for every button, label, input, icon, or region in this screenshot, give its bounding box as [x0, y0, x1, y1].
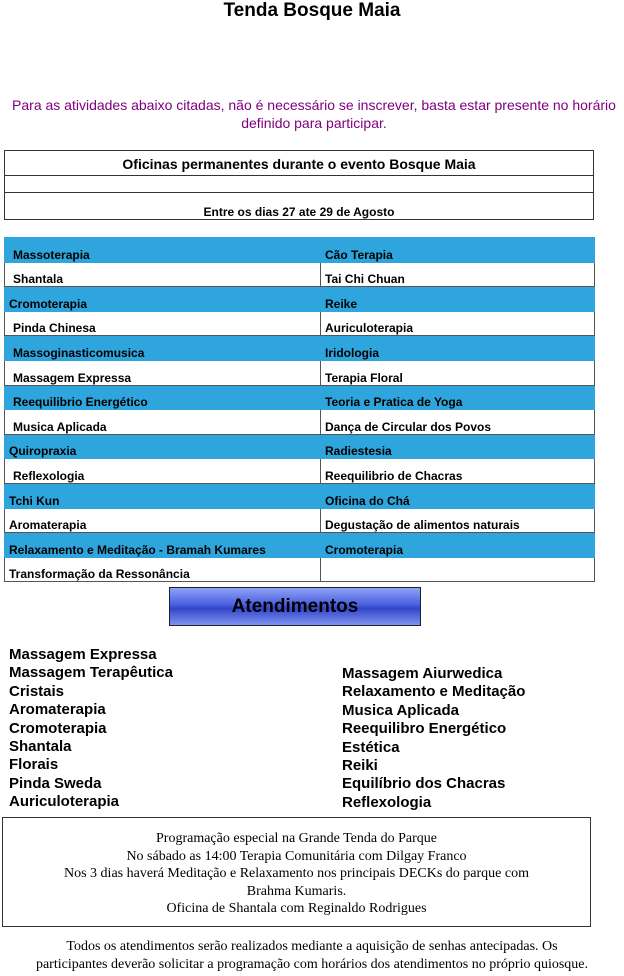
- oficinas-spacer: [4, 175, 594, 193]
- atendimento-item: Reequilibro Energético: [342, 720, 507, 738]
- oficina-cell-left: Musica Aplicada: [5, 410, 321, 435]
- intro-text: Para as atividades abaixo citadas, não é necessário se inscrever, basta estar presente no horário definido para participar.: [12, 97, 616, 131]
- atendimentos-banner: Atendimentos: [169, 587, 421, 626]
- oficina-row: [5, 459, 595, 484]
- programacao-line: No sábado as 14:00 Terapia Comunitária com Dilgay Franco: [126, 848, 467, 864]
- oficina-row: [5, 385, 595, 410]
- atendimento-item: Cristais: [9, 682, 65, 700]
- footer-line: Todos os atendimentos serão realizados mediante a aquisição de senhas antecipadas. Os: [66, 939, 558, 954]
- atendimento-item: Florais: [9, 756, 59, 774]
- atendimento-item: Auriculoterapia: [9, 793, 120, 811]
- oficina-cell-right: Degustação de alimentos naturais: [321, 508, 595, 533]
- oficina-row: [5, 508, 595, 533]
- atendimento-item: Cromoterapia: [9, 719, 107, 737]
- oficina-cell-right: Terapia Floral: [321, 360, 595, 385]
- oficina-cell-left: Relaxamento e Meditação - Bramah Kumares: [5, 533, 321, 558]
- oficinas-dates: Entre os dias 27 ate 29 de Agosto: [4, 192, 594, 220]
- oficina-cell-right: Iridologia: [321, 336, 595, 361]
- oficina-row: [5, 410, 595, 435]
- atendimento-item: Reflexologia: [342, 793, 432, 811]
- oficinas-table: [4, 237, 595, 582]
- programacao-line: Brahma Kumaris.: [246, 883, 347, 899]
- oficina-cell-right: Cão Terapia: [321, 238, 595, 263]
- oficinas-heading: Oficinas permanentes durante o evento Bosque Maia: [4, 150, 594, 176]
- atendimento-item: Shantala: [9, 738, 72, 756]
- footer-note: [0, 938, 624, 974]
- oficina-row: [5, 533, 595, 558]
- oficina-cell-left: Aromaterapia: [5, 508, 321, 533]
- oficina-cell-right: Auriculoterapia: [321, 311, 595, 336]
- oficina-cell-right: Reike: [321, 287, 595, 312]
- oficina-cell-right: Dança de Circular dos Povos: [321, 410, 595, 435]
- oficina-cell-right: Oficina do Chá: [321, 483, 595, 508]
- programacao-line: Oficina de Shantala com Reginaldo Rodrigues: [166, 901, 427, 916]
- footer-line: participantes deverão solicitar a programação com horários dos atendimentos no próprio quiosque.: [35, 957, 589, 972]
- atendimento-item: Massagem Aiurwedica: [342, 665, 503, 682]
- programacao-box: [2, 817, 591, 927]
- programacao-line: Nos 3 dias haverá Meditação e Relaxamento nos principais DECKs do parque com: [64, 866, 529, 881]
- oficina-row: [5, 434, 595, 459]
- atendimentos-list-left: [9, 646, 173, 812]
- oficina-row: [5, 483, 595, 508]
- oficina-cell-right: Cromoterapia: [321, 533, 595, 558]
- atendimento-item: Aromaterapia: [9, 701, 106, 719]
- oficina-cell-left: Massoginasticomusica: [5, 336, 321, 361]
- oficina-cell-left: Massoterapia: [5, 238, 321, 263]
- oficina-cell-left: Reflexologia: [5, 459, 321, 484]
- oficina-cell-right: [321, 557, 595, 582]
- atendimento-item: Massagem Expressa: [9, 646, 157, 663]
- oficina-cell-left: Tchi Kun: [5, 483, 321, 508]
- oficina-cell-left: Pinda Chinesa: [5, 311, 321, 336]
- oficina-cell-right: Reequilibrio de Chacras: [321, 459, 595, 484]
- oficina-cell-left: Reequilibrio Energético: [5, 385, 321, 410]
- oficina-row: [5, 360, 595, 385]
- oficina-row: [5, 238, 595, 263]
- oficina-cell-left: Cromoterapia: [5, 287, 321, 312]
- atendimentos-list-right: [342, 665, 525, 812]
- atendimento-item: Equilíbrio dos Chacras: [342, 775, 506, 793]
- atendimento-item: Relaxamento e Meditação: [342, 683, 526, 701]
- programacao-line: Programação especial na Grande Tenda do Parque: [156, 831, 437, 846]
- oficina-cell-right: Teoria e Pratica de Yoga: [321, 385, 595, 410]
- atendimento-item: Reiki: [342, 757, 378, 775]
- oficina-cell-right: Tai Chi Chuan: [321, 262, 595, 287]
- oficina-row: [5, 311, 595, 336]
- atendimento-item: Estética: [342, 738, 400, 756]
- atendimento-item: Massagem Terapêutica: [9, 664, 173, 682]
- atendimento-item: Pinda Sweda: [9, 774, 102, 792]
- atendimento-item: Musica Aplicada: [342, 701, 459, 719]
- oficina-cell-left: Quiropraxia: [5, 434, 321, 459]
- oficina-row: [5, 262, 595, 287]
- oficina-row: [5, 557, 595, 582]
- oficina-cell-right: Radiestesia: [321, 434, 595, 459]
- oficina-cell-left: Shantala: [5, 262, 321, 287]
- oficina-cell-left: Massagem Expressa: [5, 360, 321, 385]
- page-title: Tenda Bosque Maia: [223, 0, 401, 21]
- oficina-row: [5, 287, 595, 312]
- oficina-row: [5, 336, 595, 361]
- oficina-cell-left: Transformação da Ressonância: [5, 557, 321, 582]
